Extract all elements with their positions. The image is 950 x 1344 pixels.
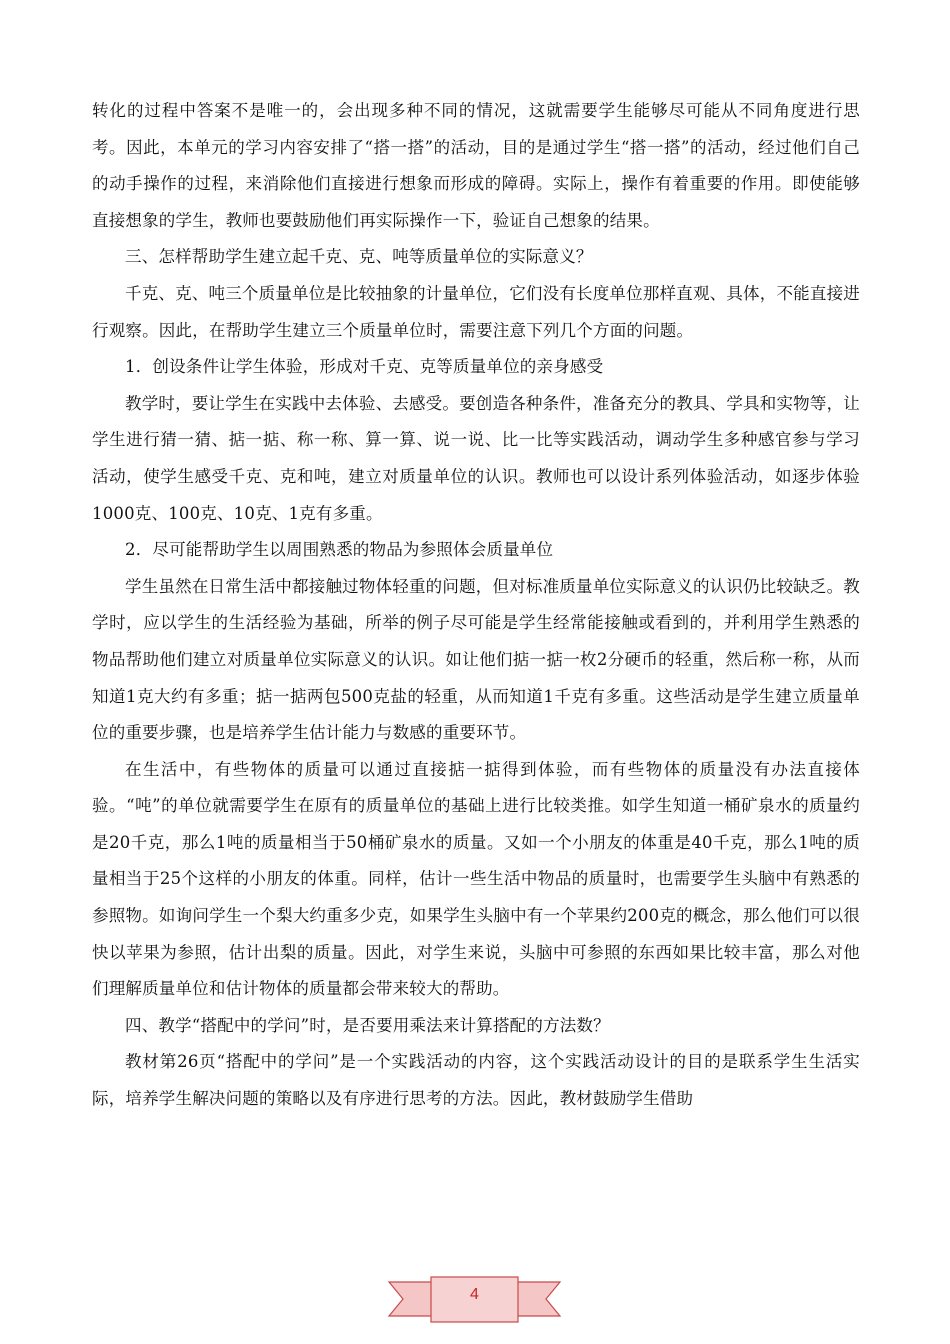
- page-number-badge: [387, 1276, 562, 1328]
- paragraph: 教材第26页“搭配中的学问”是一个实践活动的内容，这个实践活动设计的目的是联系学生生活实际，培养学生解决问题的策略以及有序进行思考的方法。因此，教材鼓励学生借助: [92, 1052, 860, 1109]
- subheading-2: 2．尽可能帮助学生以周围熟悉的物品为参照体会质量单位: [125, 540, 554, 560]
- paragraph: 教学时，要让学生在实践中去体验、去感受。要创造各种条件，准备充分的教具、学具和实物等，让学生进行猜一猜、掂一掂、称一称、算一算、说一说、比一比等实践活动，调动学生多种感官参与学习活动，使学生感受千克、克和吨，建立对质量单位的认识。教师也可以设计系列体验活动，如逐步体验1000克、100克、10克、1克有多重。: [92, 393, 860, 523]
- page-number: 4: [470, 1286, 479, 1303]
- section-heading-4: 四、教学“搭配中的学问”时，是否要用乘法来计算搭配的方法数？: [125, 1015, 610, 1035]
- section-heading-3: 三、怎样帮助学生建立起千克、克、吨等质量单位的实际意义？: [125, 247, 593, 267]
- subheading-1: 1．创设条件让学生体验，形成对千克、克等质量单位的亲身感受: [125, 357, 604, 377]
- paragraph: 在生活中，有些物体的质量可以通过直接掂一掂得到体验，而有些物体的质量没有办法直接体验。“吨”的单位就需要学生在原有的质量单位的基础上进行比较类推。如学生知道一桶矿泉水的质量约是20千克，那么1吨的质量相当于50桶矿泉水的质量。又如一个小朋友的体重是40千克，那么1吨的质量相当于25个这样的小朋友的体重。同样，估计一些生活中物品的质量时，也需要学生头脑中有熟悉的参照物。如询问学生一个梨大约重多少克，如果学生头脑中有一个苹果约200克的概念，那么他们可以很快以苹果为参照，估计出梨的质量。因此，对学生来说，头脑中可参照的东西如果比较丰富，那么对他们理解质量单位和估计物体的质量都会带来较大的帮助。: [92, 759, 860, 999]
- paragraph: 学生虽然在日常生活中都接触过物体轻重的问题，但对标准质量单位实际意义的认识仍比较缺乏。教学时，应以学生的生活经验为基础，所举的例子尽可能是学生经常能接触或看到的，并利用学生熟悉的物品帮助他们建立对质量单位实际意义的认识。如让他们掂一掂一枚2分硬币的轻重，然后称一称，从而知道1克大约有多重；掂一掂两包500克盐的轻重，从而知道1千克有多重。这些活动是学生建立质量单位的重要步骤，也是培养学生估计能力与数感的重要环节。: [92, 576, 860, 743]
- paragraph-continuation: 转化的过程中答案不是唯一的，会出现多种不同的情况，这就需要学生能够尽可能从不同角度进行思考。因此，本单元的学习内容安排了“搭一搭”的活动，目的是通过学生“搭一搭”的活动，经过他们自己的动手操作的过程，来消除他们直接进行想象而形成的障碍。实际上，操作有着重要的作用。即使能够直接想象的学生，教师也要鼓励他们再实际操作一下，验证自己想象的结果。: [92, 101, 860, 230]
- paragraph: 千克、克、吨三个质量单位是比较抽象的计量单位，它们没有长度单位那样直观、具体，不能直接进行观察。因此，在帮助学生建立三个质量单位时，需要注意下列几个方面的问题。: [92, 283, 860, 340]
- document-body: [92, 93, 860, 1118]
